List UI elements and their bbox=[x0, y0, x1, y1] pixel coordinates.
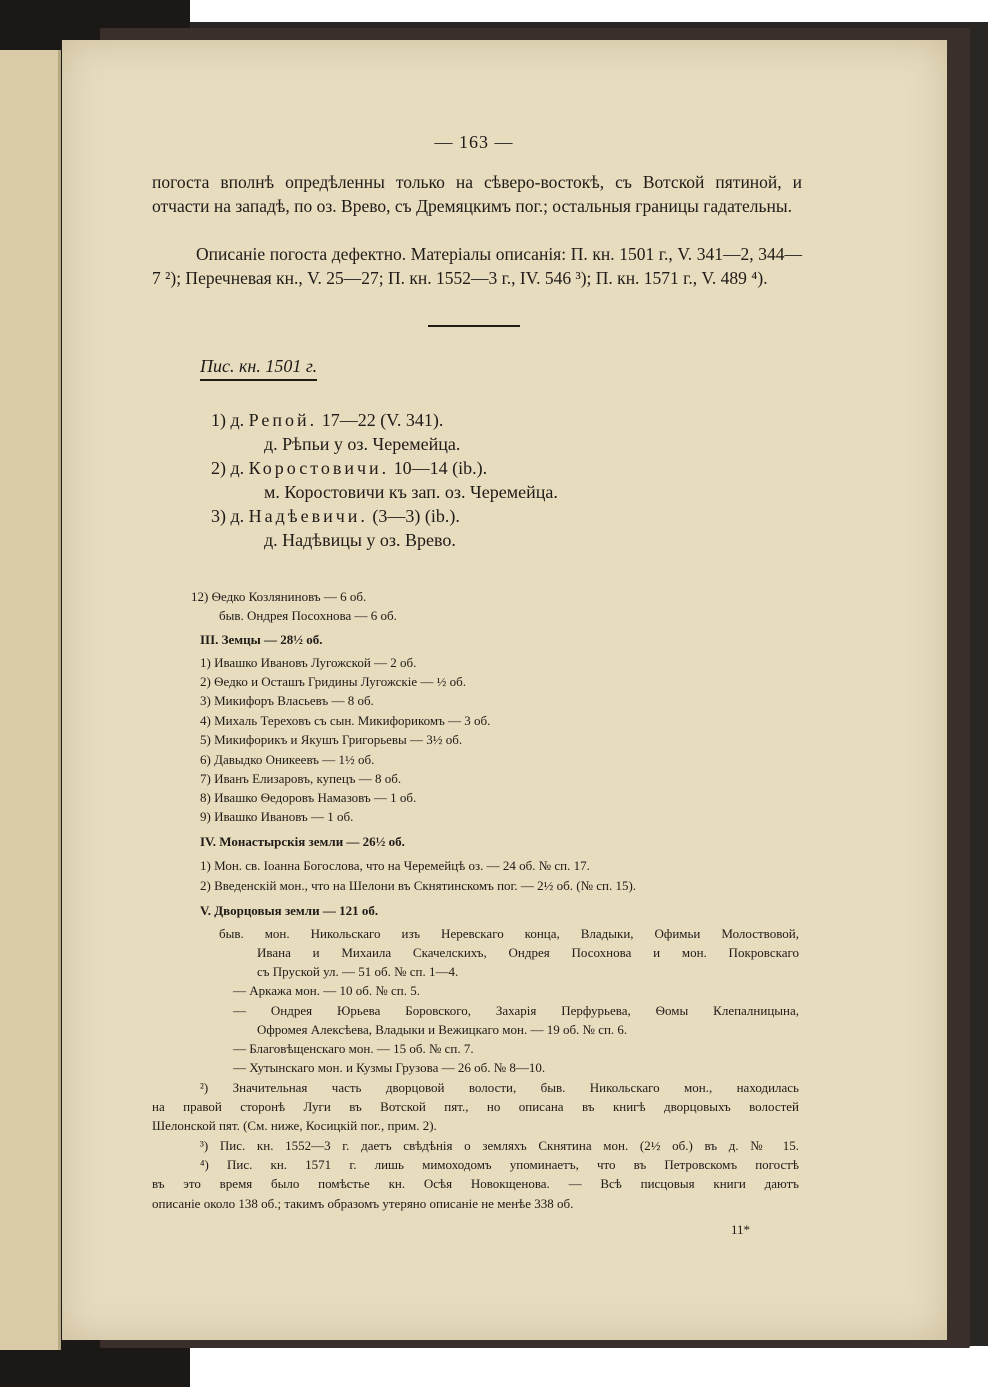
footnote-line: 6) Давыдко Оникеевъ — 1½ об. bbox=[200, 752, 375, 767]
footnote-section-heading: III. Земцы — 28½ об. bbox=[200, 632, 323, 647]
entry-detail: 17—22 (V. 341). bbox=[321, 410, 444, 430]
scan-margin-bottom bbox=[190, 1346, 988, 1387]
entry-detail: (3—3) (ib.). bbox=[372, 506, 460, 526]
footnote-section-heading: IV. Монастырскія земли — 26½ об. bbox=[200, 834, 405, 849]
footnote-line: 12) Ѳедко Козляниновъ — 6 об. bbox=[191, 589, 367, 604]
footnote-line: 1) Мон. св. Іоанна Богослова, что на Черемейцѣ оз. — 24 об. № сп. 17. bbox=[200, 858, 590, 873]
entry-2-note: м. Коростовичи къ зап. оз. Черемейца. bbox=[264, 482, 558, 502]
body-paragraph-1: погоста вполнѣ опредѣленны только на сѣверо-востокѣ, съ Вотской пятиной, и отчасти на западѣ, по оз. Врево, съ Дремяцкимъ пог.; остальныя границы гадательны. bbox=[152, 172, 802, 216]
footnote-line: описаніе около 138 об.; такимъ образомъ утеряно описаніе не менѣе 338 об. bbox=[152, 1196, 574, 1211]
footnote-line: 3) Микифоръ Власьевъ — 8 об. bbox=[200, 693, 374, 708]
section-divider bbox=[428, 325, 520, 327]
footnote-line: 2) Введенскій мон., что на Шелони въ Скнятинскомъ пог. — 2½ об. (№ сп. 15). bbox=[200, 878, 637, 893]
footnote-line: 4) Михаль Тереховъ съ сын. Микифорикомъ — 3 об. bbox=[200, 713, 491, 728]
footnote-section-heading: V. Дворцовыя земли — 121 об. bbox=[200, 903, 379, 918]
footnote-line: — Благовѣщенскаго мон. — 15 об. № сп. 7. bbox=[233, 1041, 474, 1056]
source-heading: Пис. кн. 1501 г. bbox=[200, 356, 317, 381]
signature-mark: 11* bbox=[731, 1222, 751, 1237]
footnote-line: — Ондрея Юрьева Боровского, Захарія Перфурьева, Ѳомы Клепалницына, bbox=[233, 1003, 799, 1018]
footnote-line: Шелонской пят. (См. ниже, Косицкій пог., прим. 2). bbox=[152, 1118, 437, 1133]
page-number: — 163 — bbox=[434, 132, 514, 152]
footnote-line: Офромея Алексѣева, Владыки и Вежицкаго мон. — 19 об. № сп. 6. bbox=[257, 1022, 628, 1037]
facing-page-edge bbox=[0, 50, 61, 1350]
entry-name: Репой. bbox=[248, 410, 318, 430]
footnote-line: — Хутынскаго мон. и Кузмы Грузова — 26 об. № 8—10. bbox=[233, 1060, 546, 1075]
entry-3-note: д. Надѣвицы у оз. Врево. bbox=[264, 530, 456, 550]
entry-2 bbox=[211, 456, 487, 480]
footnote-line: 9) Ивашко Ивановъ — 1 об. bbox=[200, 809, 354, 824]
footnote-line: ³) Пис. кн. 1552—3 г. даетъ свѣдѣнія о земляхъ Скнятина мон. (2½ об.) въ д. № 15. bbox=[200, 1138, 799, 1153]
entry-number: 2) д. bbox=[211, 458, 245, 478]
entry-3 bbox=[211, 504, 460, 528]
footnote-line: въ это время было помѣстье кн. Осѣя Новокщенова. — Всѣ писцовыя книги даютъ bbox=[152, 1176, 799, 1191]
entry-number: 1) д. bbox=[211, 410, 245, 430]
footnote-line: Ивана и Михаила Скачелскихъ, Ондрея Посохнова и мон. Покровскаго bbox=[257, 945, 799, 960]
footnote-line: 1) Ивашко Ивановъ Лугожской — 2 об. bbox=[200, 655, 417, 670]
entry-number: 3) д. bbox=[211, 506, 245, 526]
footnote-line: ⁴) Пис. кн. 1571 г. лишь мимоходомъ упоминаетъ, что въ Петровскомъ погостѣ bbox=[200, 1157, 799, 1172]
entry-name: Коростовичи. bbox=[248, 458, 390, 478]
footnote-line: съ Пруской ул. — 51 об. № сп. 1—4. bbox=[257, 964, 459, 979]
footnote-line: 2) Ѳедко и Осташъ Гридины Лугожскіе — ½ об. bbox=[200, 674, 466, 689]
footnote-line: ²) Значительная часть дворцовой волости, быв. Никольскаго мон., находилась bbox=[200, 1080, 799, 1095]
body-paragraph-2: Описаніе погоста дефектно. Матеріалы описанія: П. кн. 1501 г., V. 341—2, 344—7 ²); Перечневая кн., V. 25—27; П. кн. 1552—3 г., IV. 546 ³); П. кн. 1571 г., V. 489 ⁴). bbox=[152, 244, 802, 288]
footnote-line: 5) Микифорикъ и Якушъ Григорьевы — 3½ об. bbox=[200, 732, 463, 747]
entry-name: Надѣевичи. bbox=[248, 506, 368, 526]
entry-1-note: д. Рѣпьи у оз. Черемейца. bbox=[264, 434, 461, 454]
footnote-line: — Аркажа мон. — 10 об. № сп. 5. bbox=[233, 983, 420, 998]
footnote-line: быв. Ондрея Посохнова — 6 об. bbox=[219, 608, 397, 623]
scan-margin-top bbox=[190, 0, 988, 22]
entry-1 bbox=[211, 408, 443, 432]
footnote-line: 8) Ивашко Ѳедоровъ Намазовъ — 1 об. bbox=[200, 790, 417, 805]
entry-detail: 10—14 (ib.). bbox=[393, 458, 488, 478]
footnote-line: на правой сторонѣ Луги въ Вотской пят., но описана въ книгѣ дворцовыхъ волостей bbox=[152, 1099, 799, 1114]
footnote-line: быв. мон. Никольскаго изъ Неревскаго конца, Владыки, Офимьи Молоствовой, bbox=[219, 926, 799, 941]
footnote-line: 7) Иванъ Елизаровъ, купецъ — 8 об. bbox=[200, 771, 402, 786]
